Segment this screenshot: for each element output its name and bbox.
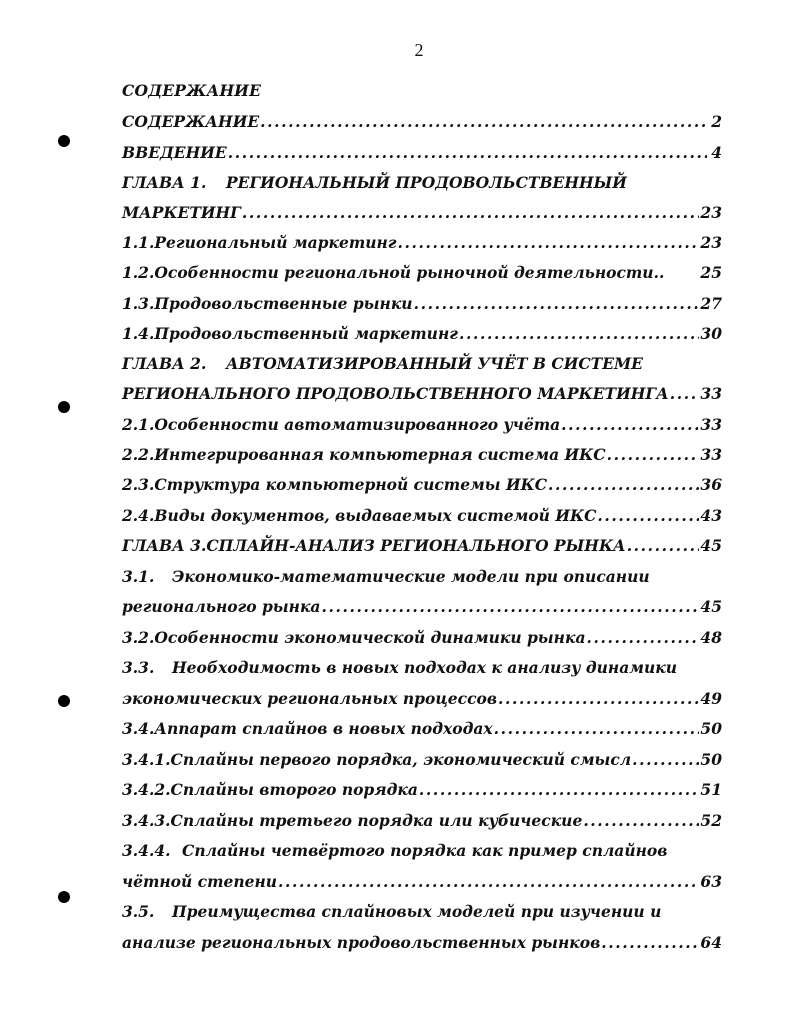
toc-entry-number: 2.1. bbox=[122, 415, 155, 434]
toc-entry-title: Региональный маркетинг bbox=[154, 233, 397, 252]
toc-entry-page: 23 bbox=[700, 203, 722, 222]
dot-leader bbox=[597, 506, 699, 525]
toc-entry-1-4[interactable] bbox=[122, 324, 722, 348]
toc-entry-page: 33 bbox=[700, 415, 722, 434]
binder-hole-mark bbox=[58, 891, 70, 903]
toc-entry-number: 2.2. bbox=[122, 445, 155, 464]
toc-entry-number: 3.4. bbox=[122, 719, 155, 738]
dot-leader bbox=[632, 750, 699, 769]
toc-entry-page: 45 bbox=[700, 536, 722, 555]
toc-entry-page: 36 bbox=[700, 475, 722, 494]
toc-entry-number: 3.4.4. bbox=[122, 841, 171, 860]
dot-leader bbox=[494, 719, 700, 738]
toc-entry-number: 1.1. bbox=[122, 233, 155, 252]
toc-entry-3-4-2[interactable] bbox=[122, 780, 722, 804]
toc-entry-1-1[interactable] bbox=[122, 233, 722, 257]
toc-entry-3-3[interactable] bbox=[122, 658, 722, 682]
toc-entry-page: 43 bbox=[700, 506, 722, 525]
toc-entry-page: 4 bbox=[711, 143, 722, 162]
toc-entry-title: РЕГИОНАЛЬНЫЙ ПРОДОВОЛЬСТВЕННЫЙ bbox=[226, 173, 627, 192]
dot-leader bbox=[398, 233, 700, 252]
toc-entry-number: ГЛАВА 2. bbox=[122, 354, 207, 373]
dot-leader bbox=[548, 475, 699, 494]
toc-heading: СОДЕРЖАНИЕ bbox=[122, 81, 262, 100]
toc-entry-number: 3.4.1. bbox=[122, 750, 171, 769]
dot-leader bbox=[260, 112, 707, 131]
toc-entry-3-4-3[interactable] bbox=[122, 811, 722, 835]
toc-entry-title: СПЛАЙН-АНАЛИЗ РЕГИОНАЛЬНОГО РЫНКА bbox=[206, 536, 626, 555]
toc-entry-chapter-2[interactable] bbox=[122, 354, 722, 378]
toc-entry-page: 52 bbox=[700, 811, 722, 830]
toc-entry-title: Преимущества сплайновых моделей при изучении и bbox=[172, 902, 662, 921]
toc-entry-page: 50 bbox=[700, 750, 722, 769]
toc-entry-number: 2.4. bbox=[122, 506, 155, 525]
toc-entry-3-4-4[interactable] bbox=[122, 841, 722, 865]
toc-entry-title: Особенности экономической динамики рынка bbox=[154, 628, 586, 647]
toc-entry-title: чётной степени bbox=[122, 872, 278, 891]
toc-entry-title: Сплайны третьего порядка или кубические bbox=[170, 811, 583, 830]
toc-entry-page: 2 bbox=[711, 112, 722, 131]
toc-entry-1-2[interactable] bbox=[122, 263, 722, 287]
toc-entry-title: Виды документов, выдаваемых системой ИКС bbox=[154, 506, 597, 525]
toc-entry-title: Особенности автоматизированного учёта bbox=[154, 415, 561, 434]
toc-entry-title: Аппарат сплайнов в новых подходах bbox=[154, 719, 493, 738]
toc-entry-page: 33 bbox=[700, 445, 722, 464]
toc-entry-number: 3.3. bbox=[122, 658, 155, 677]
dot-leader bbox=[419, 780, 700, 799]
binder-hole-mark bbox=[58, 135, 70, 147]
toc-entry-number: 1.2. bbox=[122, 263, 155, 282]
toc-entry-title: Продовольственные рынки bbox=[154, 294, 413, 313]
dot-leader bbox=[321, 597, 699, 616]
toc-entry-2-1[interactable] bbox=[122, 415, 722, 439]
toc-entry-3-1-cont[interactable] bbox=[122, 597, 722, 621]
toc-entry-3-5-cont[interactable] bbox=[122, 933, 722, 957]
toc-entry-3-4-1[interactable] bbox=[122, 750, 722, 774]
toc-entry-page: 45 bbox=[700, 597, 722, 616]
dot-leader bbox=[627, 536, 700, 555]
toc-entry-title: Продовольственный маркетинг bbox=[154, 324, 458, 343]
toc-entry-page: 51 bbox=[700, 780, 722, 799]
toc-entry-title: Экономико-математические модели при описании bbox=[172, 567, 650, 586]
toc-entry-page: 48 bbox=[700, 628, 722, 647]
toc-entry-3-2[interactable] bbox=[122, 628, 722, 652]
toc-entry-page: 27 bbox=[700, 294, 722, 313]
toc-entry-number: 3.4.3. bbox=[122, 811, 171, 830]
toc-entry-chapter-1[interactable] bbox=[122, 173, 722, 197]
toc-entry-number: ГЛАВА 1. bbox=[122, 173, 207, 192]
toc-entry-2-4[interactable] bbox=[122, 506, 722, 530]
toc-entry-contents[interactable] bbox=[122, 112, 722, 136]
toc-entry-title: АВТОМАТИЗИРОВАННЫЙ УЧЁТ В СИСТЕМЕ bbox=[226, 354, 643, 373]
toc-entry-page: 64 bbox=[700, 933, 722, 952]
toc-entry-page: 30 bbox=[700, 324, 722, 343]
toc-entry-chapter-3[interactable] bbox=[122, 536, 722, 560]
toc-entry-page: 23 bbox=[700, 233, 722, 252]
dot-leader bbox=[601, 933, 699, 952]
dot-leader bbox=[242, 203, 700, 222]
toc-entry-3-1[interactable] bbox=[122, 567, 722, 591]
toc-entry-number: 3.5. bbox=[122, 902, 155, 921]
dot-leader bbox=[498, 689, 699, 708]
toc-entry-title: МАРКЕТИНГ bbox=[122, 203, 241, 222]
dot-leader bbox=[670, 384, 700, 403]
dot-leader bbox=[607, 445, 700, 464]
toc-entry-number: 3.1. bbox=[122, 567, 155, 586]
toc-entry-1-3[interactable] bbox=[122, 294, 722, 318]
toc-entry-title: Сплайны четвёртого порядка как пример сплайнов bbox=[182, 841, 668, 860]
toc-entry-page: 33 bbox=[700, 384, 722, 403]
dot-leader bbox=[278, 872, 699, 891]
toc-entry-page: 49 bbox=[700, 689, 722, 708]
dot-leader bbox=[228, 143, 707, 162]
page-number: 2 bbox=[414, 40, 424, 60]
toc-entry-number: 3.4.2. bbox=[122, 780, 171, 799]
toc-entry-3-4-4-cont[interactable] bbox=[122, 872, 722, 896]
toc-entry-title: анализе региональных продовольственных рынков bbox=[122, 933, 601, 952]
toc-entry-title: РЕГИОНАЛЬНОГО ПРОДОВОЛЬСТВЕННОГО МАРКЕТИНГА bbox=[122, 384, 669, 403]
toc-entry-2-2[interactable] bbox=[122, 445, 722, 469]
binder-hole-mark bbox=[58, 695, 70, 707]
dot-leader bbox=[459, 324, 699, 343]
toc-entry-page: 25 bbox=[700, 263, 722, 282]
toc-entry-number: 1.4. bbox=[122, 324, 155, 343]
dot-leader bbox=[561, 415, 699, 434]
toc-entry-title: Сплайны второго порядка bbox=[170, 780, 418, 799]
toc-entry-title: регионального рынка bbox=[122, 597, 321, 616]
toc-entry-title: Необходимость в новых подходах к анализу динамики bbox=[172, 658, 678, 677]
toc-entry-title: экономических региональных процессов bbox=[122, 689, 498, 708]
toc-entry-page: 50 bbox=[700, 719, 722, 738]
toc-entry-3-4[interactable] bbox=[122, 719, 722, 743]
toc-entry-introduction[interactable] bbox=[122, 143, 722, 167]
dot-leader bbox=[583, 811, 699, 830]
toc-entry-title: Интегрированная компьютерная система ИКС bbox=[154, 445, 606, 464]
dot-leader bbox=[586, 628, 699, 647]
toc-entry-3-3-cont[interactable] bbox=[122, 689, 722, 713]
toc-entry-3-5[interactable] bbox=[122, 902, 722, 926]
toc-entry-number: 1.3. bbox=[122, 294, 155, 313]
toc-entry-2-3[interactable] bbox=[122, 475, 722, 499]
toc-entry-chapter-2-cont[interactable] bbox=[122, 384, 722, 408]
toc-entry-number: 2.3. bbox=[122, 475, 155, 494]
toc-entry-number: ГЛАВА 3. bbox=[122, 536, 207, 555]
toc-entry-title: Структура компьютерной системы ИКС bbox=[154, 475, 548, 494]
toc-entry-number: 3.2. bbox=[122, 628, 155, 647]
toc-entry-title: СОДЕРЖАНИЕ bbox=[122, 112, 260, 131]
dot-leader bbox=[414, 294, 700, 313]
toc-entry-chapter-1-cont[interactable] bbox=[122, 203, 722, 227]
toc-entry-title: Особенности региональной рыночной деятельности.. bbox=[154, 263, 665, 282]
toc-entry-title: Сплайны первого порядка, экономический смысл bbox=[170, 750, 632, 769]
toc-entry-title: ВВЕДЕНИЕ bbox=[122, 143, 227, 162]
binder-hole-mark bbox=[58, 401, 70, 413]
toc-entry-page: 63 bbox=[700, 872, 722, 891]
